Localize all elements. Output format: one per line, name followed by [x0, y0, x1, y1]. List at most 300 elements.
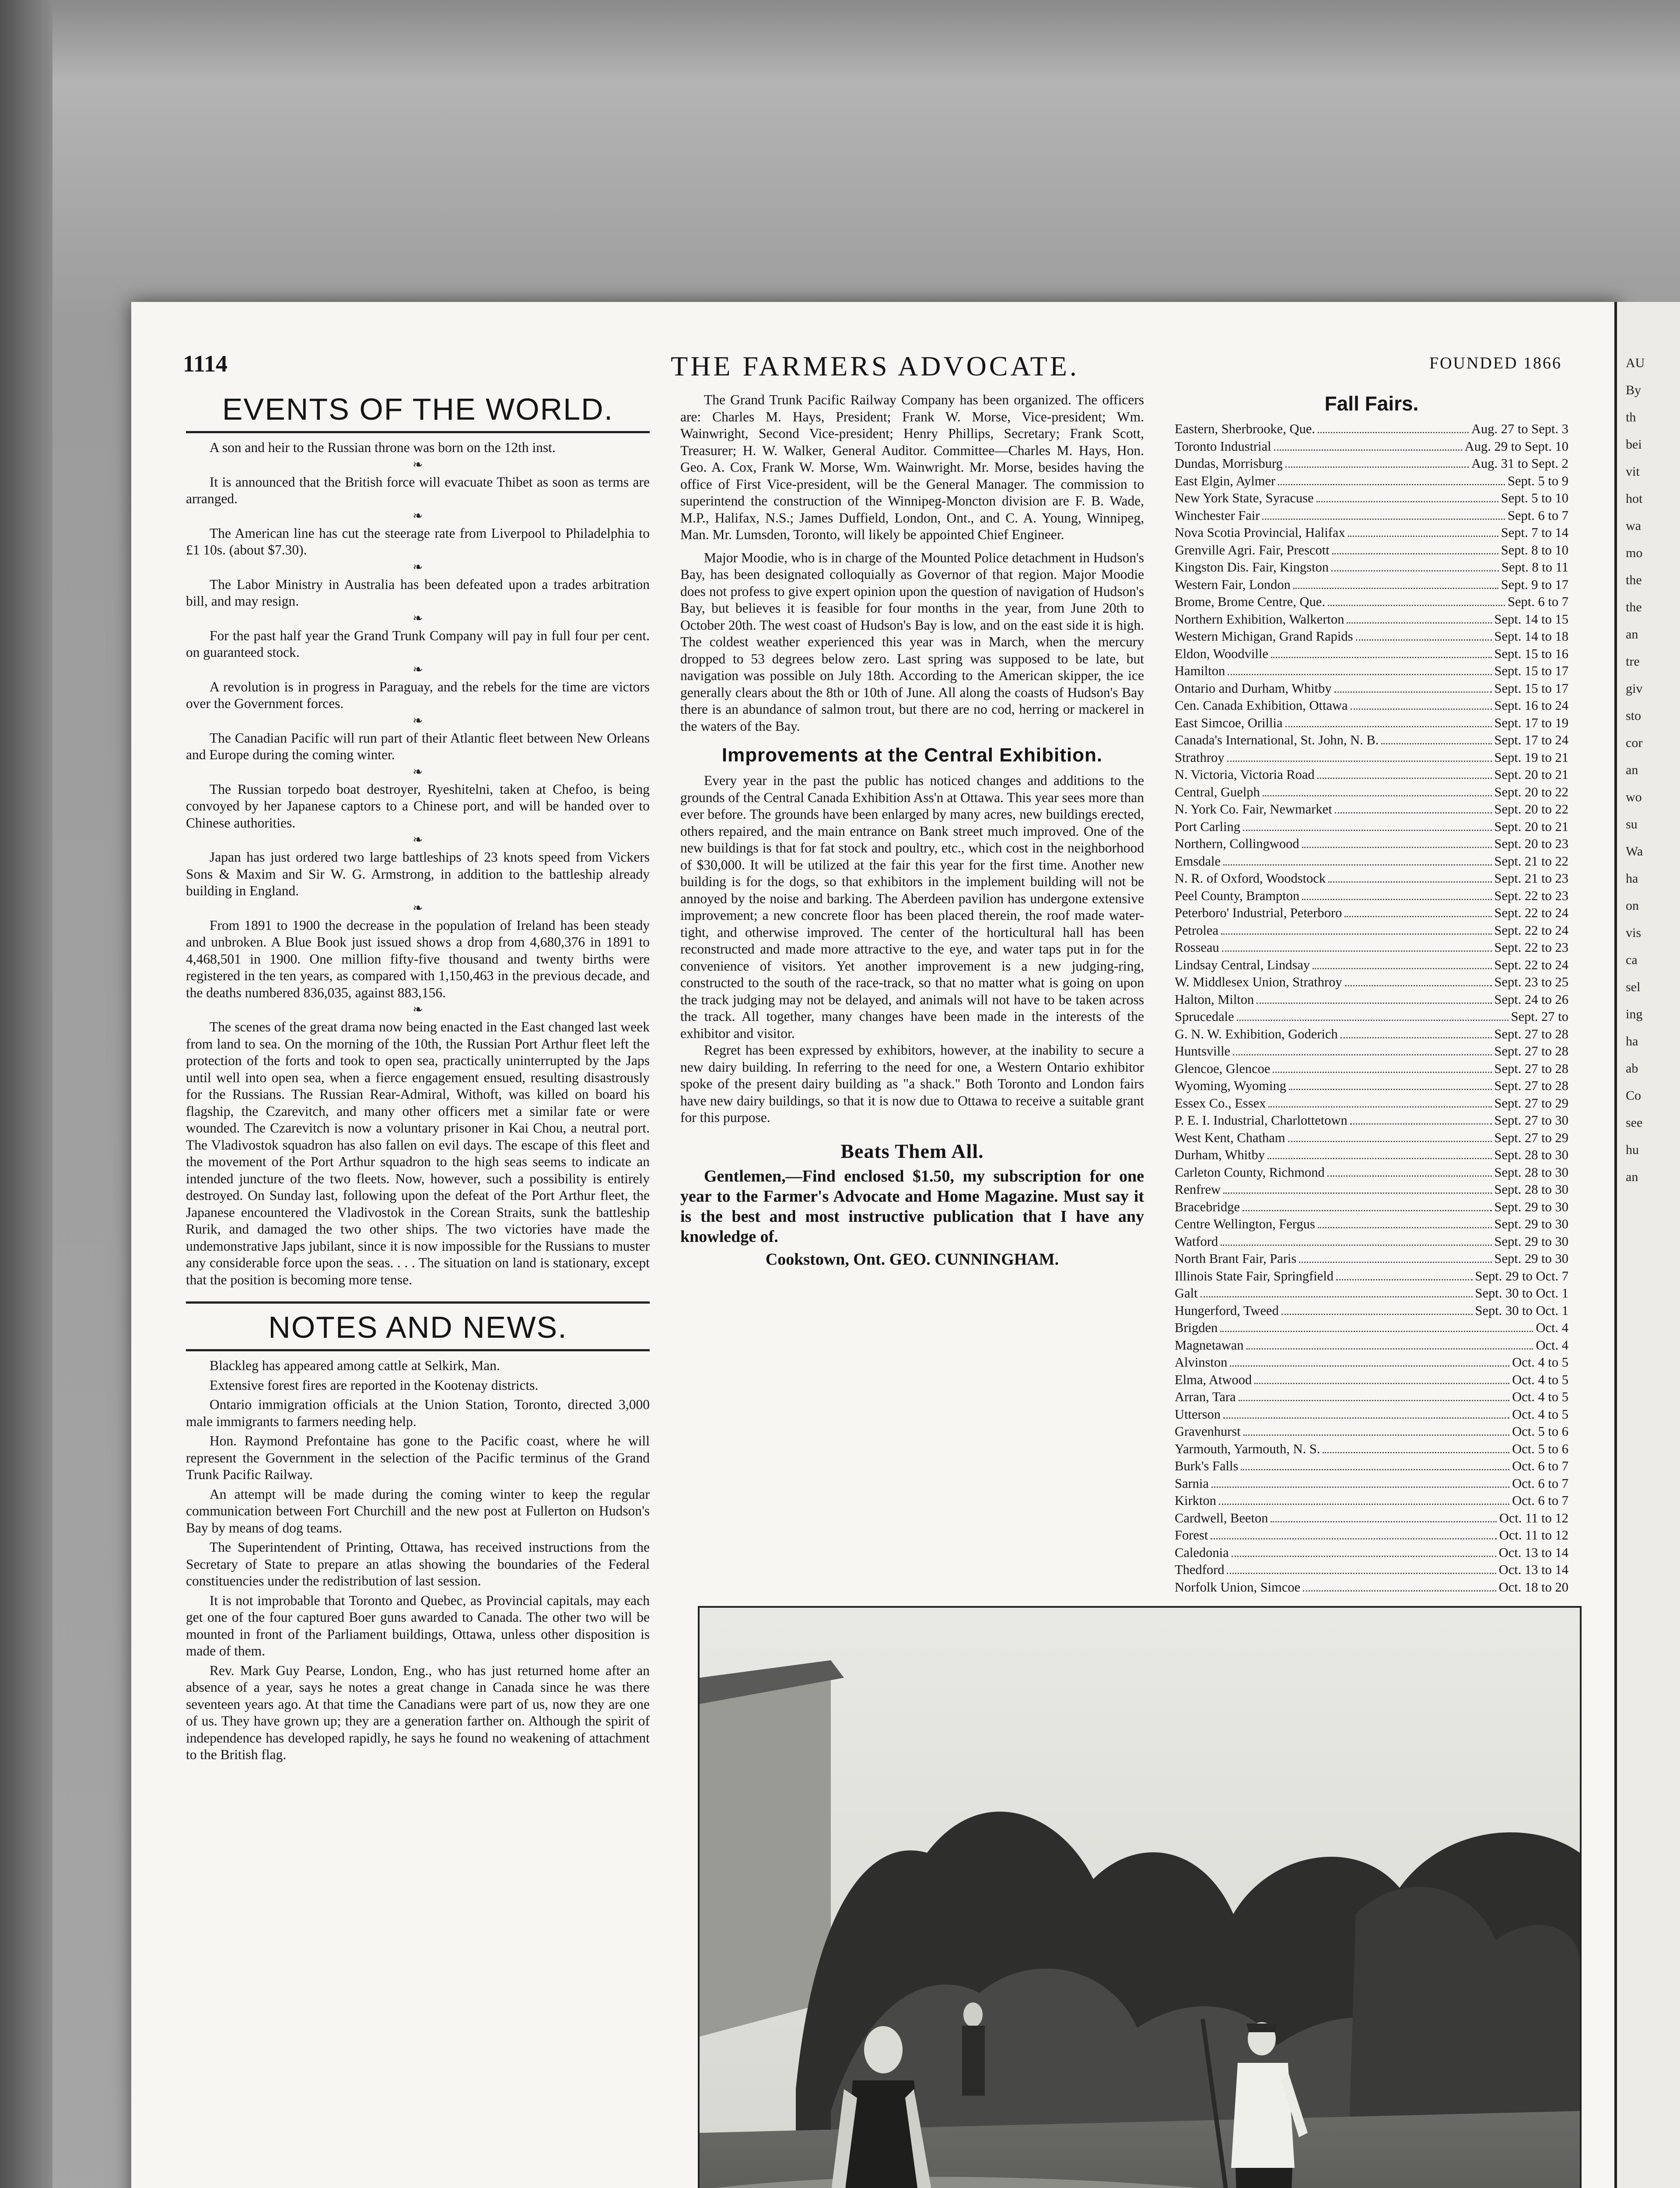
next-page-fragment: Wa	[1626, 844, 1643, 859]
fair-date: Sept. 29 to Oct. 7	[1475, 1268, 1568, 1283]
leader-dots	[1227, 761, 1492, 762]
fair-row	[1175, 1544, 1568, 1562]
notes-paragraph: Blackleg has appeared among cattle at Selkirk, Man.	[210, 1358, 500, 1373]
leader-dots	[1223, 864, 1492, 866]
next-page-fragment: the	[1626, 573, 1642, 587]
events-paragraph: The Canadian Pacific will run part of their Atlantic fleet between New Orleans and Europe during the coming winter.	[186, 730, 650, 762]
fairs-list	[1175, 421, 1568, 1596]
leader-dots	[1271, 657, 1492, 658]
garden-photo-image	[700, 1608, 1580, 2188]
next-page-fragment: th	[1626, 410, 1636, 424]
fair-row	[1175, 1129, 1568, 1147]
next-page-fragment: wa	[1626, 519, 1641, 533]
fair-date: Sept. 20 to 22	[1494, 784, 1568, 799]
fair-name: Eldon, Woodville	[1175, 646, 1268, 661]
notes-list	[186, 1357, 650, 1764]
fair-row	[1175, 680, 1568, 698]
leader-dots	[1303, 1590, 1496, 1592]
fair-row	[1175, 438, 1568, 456]
leader-dots	[1288, 1141, 1492, 1142]
fair-name: Grenville Agri. Fair, Prescott	[1175, 542, 1330, 558]
leader-dots	[1230, 1365, 1509, 1367]
leader-dots	[1356, 639, 1492, 641]
fair-name: Western Michigan, Grand Rapids	[1175, 629, 1353, 644]
fair-date: Sept. 6 to 7	[1508, 594, 1568, 609]
fair-row	[1175, 1406, 1568, 1424]
events-paragraph: The Labor Ministry in Australia has been defeated upon a trades arbitration bill, and may resign.	[186, 576, 650, 609]
fair-row	[1175, 593, 1568, 611]
next-page-fragment: By	[1626, 383, 1642, 397]
fair-date: Sept. 27 to 30	[1494, 1113, 1568, 1128]
fair-name: Strathroy	[1175, 750, 1225, 765]
fair-row	[1175, 835, 1568, 853]
fair-name: Alvinston	[1175, 1355, 1228, 1370]
fairs-heading: Fall Fairs.	[1324, 392, 1419, 415]
fair-name: Cardwell, Beeton	[1175, 1510, 1268, 1525]
fair-row	[1175, 645, 1568, 663]
fair-row	[1175, 542, 1568, 559]
leader-dots	[1220, 1331, 1533, 1332]
fair-row	[1175, 1527, 1568, 1544]
fair-row	[1175, 507, 1568, 525]
fair-date: Oct. 6 to 7	[1512, 1476, 1568, 1491]
fair-name: East Simcoe, Orillia	[1175, 715, 1283, 730]
fair-date: Oct. 18 to 20	[1498, 1579, 1568, 1595]
fair-row	[1175, 1441, 1568, 1458]
next-page-fragment: Co	[1626, 1088, 1642, 1103]
events-paragraph: Japan has just ordered two large battleships of 23 knots speed from Vickers Sons & Maxim and Sir W. G. Armstrong, in addition to the battleship already building in England.	[186, 849, 650, 898]
fair-date: Sept. 30 to Oct. 1	[1475, 1303, 1568, 1318]
next-page-fragment: su	[1626, 817, 1638, 831]
fair-row	[1175, 818, 1568, 836]
fair-row	[1175, 559, 1568, 576]
next-page-fragment: vit	[1626, 464, 1640, 479]
leader-dots	[1316, 501, 1498, 502]
fair-date: Sept. 29 to 30	[1494, 1199, 1568, 1214]
fair-name: Centre Wellington, Fergus	[1175, 1217, 1315, 1231]
fair-name: Dundas, Morrisburg	[1175, 456, 1283, 471]
fair-date: Sept. 22 to 23	[1494, 888, 1568, 903]
next-page-fragment: wo	[1626, 790, 1642, 804]
fair-date: Sept. 22 to 24	[1494, 922, 1568, 938]
fair-name: East Elgin, Aylmer	[1175, 473, 1276, 488]
leader-dots	[1268, 1106, 1491, 1108]
events-paragraph: From 1891 to 1900 the decrease in the population of Ireland has been steady and unbroken. A Blue Book just issued shows a drop from 4,680,376 in 1891 to 4,468,501 in 1900. One million fifty-five thousand and twenty births were registered in the ten years, as compared with 1,150,463 in the previous decade, and the deaths numbered 836,035, against 883,156.	[186, 917, 650, 1000]
fair-name: Sprucedale	[1175, 1009, 1234, 1024]
fair-name: Halton, Milton	[1175, 992, 1254, 1007]
leader-dots	[1293, 588, 1498, 589]
next-page-fragment: mo	[1626, 546, 1643, 560]
leader-dots	[1243, 1434, 1509, 1436]
fair-date: Sept. 15 to 17	[1494, 663, 1568, 678]
leader-dots	[1222, 950, 1492, 952]
fair-name: Winchester Fair	[1175, 508, 1260, 523]
fair-name: Lindsay Central, Lindsay	[1175, 957, 1310, 972]
fair-row	[1175, 663, 1568, 680]
leader-dots	[1232, 1556, 1496, 1557]
fair-name: Wyoming, Wyoming	[1175, 1078, 1287, 1093]
fair-name: Eastern, Sherbrooke, Que.	[1175, 421, 1315, 436]
fair-name: Petrolea	[1175, 922, 1218, 938]
fair-row	[1175, 1077, 1568, 1095]
fair-date: Oct. 5 to 6	[1512, 1441, 1568, 1456]
fair-row	[1175, 957, 1568, 974]
leader-dots	[1347, 622, 1491, 624]
separator-ornament: ❧	[413, 509, 423, 523]
fair-name: New York State, Syracuse	[1175, 491, 1314, 505]
notes-paragraph: Rev. Mark Guy Pearse, London, Eng., who has just returned home after an absence of a year, says he notes a great change in Canada since he was there seventeen years ago. At that time the Canadians were part of us, now they are one of us. They have grown up; they are a generation farther on. Although the spirit of independence has developed rapidly, he says he found no weakening of attachment to the British flag.	[186, 1662, 650, 1762]
fair-name: Ontario and Durham, Whitby	[1175, 680, 1332, 696]
fair-name: Port Carling	[1175, 819, 1240, 834]
fair-name: North Brant Fair, Paris	[1175, 1251, 1297, 1266]
notes-paragraph: Extensive forest fires are reported in the Kootenay districts.	[210, 1377, 539, 1393]
leader-dots	[1270, 1521, 1496, 1522]
leader-dots	[1285, 726, 1492, 727]
fair-date: Sept. 7 to 14	[1501, 525, 1568, 540]
fair-name: Galt	[1175, 1286, 1198, 1301]
fair-name: Forest	[1175, 1528, 1208, 1543]
fair-row	[1175, 974, 1568, 991]
fair-row	[1175, 1389, 1568, 1406]
next-page-fragment: AU	[1626, 356, 1645, 370]
leader-dots	[1223, 1417, 1509, 1419]
fair-name: Norfolk Union, Simcoe	[1175, 1579, 1301, 1595]
fair-name: Emsdale	[1175, 853, 1221, 869]
fair-date: Sept. 17 to 24	[1494, 733, 1568, 747]
leader-dots	[1312, 968, 1491, 969]
fair-name: Glencoe, Glencoe	[1175, 1061, 1270, 1076]
fair-name: Brome, Brome Centre, Que.	[1175, 594, 1325, 609]
fair-name: Northern Exhibition, Walkerton	[1175, 611, 1344, 627]
leader-dots	[1221, 933, 1492, 935]
fair-date: Sept. 6 to 7	[1508, 508, 1568, 523]
leader-dots	[1351, 708, 1492, 710]
fair-date: Sept. 27 to 28	[1494, 1078, 1568, 1093]
fair-row	[1175, 1250, 1568, 1268]
fair-name: Cen. Canada Exhibition, Ottawa	[1175, 698, 1348, 713]
events-paragraph: It is announced that the British force will evacuate Thibet as soon as terms are arranged.	[186, 474, 650, 506]
leader-dots	[1285, 466, 1469, 468]
next-page-fragment: tre	[1626, 654, 1640, 669]
fair-date: Sept. 27 to 28	[1494, 1061, 1568, 1076]
separator-ornament: ❧	[413, 458, 423, 472]
fair-name: Arran, Tara	[1175, 1389, 1236, 1404]
leader-dots	[1278, 484, 1505, 485]
fair-date: Sept. 5 to 9	[1508, 473, 1568, 488]
fair-row	[1175, 732, 1568, 749]
fair-name: Caledonia	[1175, 1545, 1229, 1560]
fair-date: Sept. 29 to 30	[1494, 1217, 1568, 1231]
leader-dots	[1302, 899, 1491, 900]
fair-row	[1175, 991, 1568, 1009]
garden-photo-block	[698, 1606, 1582, 2188]
leader-dots	[1289, 1089, 1492, 1090]
fair-row	[1175, 1095, 1568, 1112]
leader-dots	[1221, 1245, 1491, 1246]
fair-row	[1175, 1060, 1568, 1078]
fair-row	[1175, 524, 1568, 542]
fair-date: Sept. 27 to 28	[1494, 1026, 1568, 1041]
fair-name: Elma, Atwood	[1175, 1372, 1252, 1387]
next-page-fragment: an	[1626, 763, 1638, 777]
leader-dots	[1219, 1504, 1509, 1505]
beats-letter: Gentlemen,—Find enclosed $1.50, my subscription for one year to the Farmer's Advocate and Home Magazine. Must say it is the best and most instructive publication that I have any knowledge of.	[680, 1167, 1144, 1246]
leader-dots	[1328, 881, 1491, 883]
fair-row	[1175, 1458, 1568, 1475]
leader-dots	[1344, 916, 1491, 917]
fair-name: Hungerford, Tweed	[1175, 1303, 1279, 1318]
fair-name: Durham, Whitby	[1175, 1147, 1265, 1162]
fair-date: Sept. 27 to	[1511, 1009, 1568, 1024]
beats-heading: Beats Them All.	[840, 1140, 984, 1162]
fair-date: Sept. 20 to 22	[1494, 802, 1568, 817]
next-page-fragment: ha	[1626, 1034, 1638, 1048]
fair-row	[1175, 887, 1568, 905]
events-heading: EVENTS OF THE WORLD.	[186, 392, 650, 433]
fair-date: Sept. 27 to 28	[1494, 1044, 1568, 1059]
fair-row	[1175, 490, 1568, 507]
fair-row	[1175, 1423, 1568, 1441]
fair-date: Oct. 4 to 5	[1512, 1406, 1568, 1422]
newspaper-page	[131, 302, 1619, 2188]
beats-signature: Cookstown, Ont. GEO. CUNNINGHAM.	[765, 1250, 1059, 1269]
leader-dots	[1241, 1469, 1509, 1470]
fair-date: Sept. 21 to 22	[1494, 853, 1568, 869]
fair-row	[1175, 939, 1568, 957]
middle-column	[680, 392, 1144, 1269]
leader-dots	[1318, 432, 1469, 433]
fair-date: Sept. 14 to 15	[1494, 611, 1568, 627]
fair-row	[1175, 870, 1568, 887]
fair-date: Sept. 16 to 24	[1494, 698, 1568, 713]
fair-row	[1175, 1354, 1568, 1371]
fair-row	[1175, 455, 1568, 473]
fair-row	[1175, 1268, 1568, 1285]
fair-date: Oct. 13 to 14	[1498, 1562, 1568, 1577]
left-column	[186, 392, 650, 1764]
separator-ornament: ❧	[413, 714, 423, 728]
fair-row	[1175, 611, 1568, 628]
next-page-fragment: an	[1626, 1170, 1638, 1184]
leader-dots	[1281, 1314, 1473, 1315]
fair-date: Sept. 28 to 30	[1494, 1182, 1568, 1197]
fair-row	[1175, 1319, 1568, 1337]
middle-paragraph: Major Moodie, who is in charge of the Mounted Police detachment in Hudson's Bay, has been designated colloquially as Governor of that region. Major Moodie does not profess to give expert opinion upon the question of navigation of Hudson's Bay, but believes it is feasible for four months in the year, from June 20th to October 20th. The west coast of Hudson's Bay is low, and on the east side it is high. The coldest weather experienced this year was in March, when the mercury dropped to 53 degrees below zero. Last spring was supposed to be late, but navigation was possible on July 18th. According to the American skipper, the ice generally clears about the 8th or 10th of June. All along the coasts of Hudson's Bay there is an abundance of salmon trout, but there are no cod, herring or mackerel in the waters of the Bay.	[680, 550, 1144, 734]
leader-dots	[1317, 778, 1492, 779]
fair-name: Kingston Dis. Fair, Kingston	[1175, 560, 1329, 575]
fair-row	[1175, 1302, 1568, 1320]
events-paragraph: A revolution is in progress in Paraguay, and the rebels for the time are victors over the Government forces.	[186, 679, 650, 711]
fair-date: Oct. 6 to 7	[1512, 1493, 1568, 1508]
fair-name: Burk's Falls	[1175, 1459, 1239, 1473]
leader-dots	[1340, 1037, 1492, 1038]
next-page-fragment: ab	[1626, 1061, 1638, 1076]
page-number: 1114	[183, 351, 228, 377]
fair-row	[1175, 1233, 1568, 1251]
fair-date: Sept. 22 to 24	[1494, 957, 1568, 972]
fair-date: Oct. 4 to 5	[1512, 1355, 1568, 1370]
garden-photo	[698, 1606, 1582, 2188]
fair-date: Sept. 28 to 30	[1494, 1164, 1568, 1180]
fair-date: Oct. 4 to 5	[1512, 1372, 1568, 1387]
next-page-fragment: hot	[1626, 491, 1643, 506]
fair-row	[1175, 1510, 1568, 1527]
fair-name: Yarmouth, Yarmouth, N. S.	[1175, 1441, 1320, 1456]
fair-date: Sept. 19 to 21	[1494, 750, 1568, 765]
leader-dots	[1327, 1175, 1492, 1177]
leader-dots	[1332, 553, 1498, 554]
leader-dots	[1331, 570, 1499, 572]
fair-date: Sept. 23 to 25	[1494, 975, 1568, 989]
improvements-list	[680, 772, 1144, 1126]
leader-dots	[1237, 1020, 1508, 1021]
fair-date: Sept. 24 to 26	[1494, 992, 1568, 1007]
notes-paragraph: An attempt will be made during the coming winter to keep the regular communication between Fort Churchill and the new post at Fullerton on Hudson's Bay by means of dog teams.	[186, 1486, 650, 1536]
leader-dots	[1262, 519, 1505, 520]
fair-row	[1175, 801, 1568, 818]
separator-ornament: ❧	[413, 1003, 423, 1017]
leader-dots	[1318, 1227, 1492, 1228]
fair-name: Central, Guelph	[1175, 784, 1260, 799]
improvements-heading: Improvements at the Central Exhibition.	[721, 744, 1103, 766]
leader-dots	[1335, 812, 1492, 813]
right-column	[1175, 392, 1568, 1596]
page-header	[131, 350, 1619, 381]
notes-heading: NOTES AND NEWS.	[186, 1301, 650, 1351]
leader-dots	[1200, 1296, 1473, 1297]
fair-name: West Kent, Chatham	[1175, 1130, 1285, 1145]
fair-row	[1175, 922, 1568, 940]
fair-name: Kirkton	[1175, 1493, 1216, 1508]
fair-name: Magnetawan	[1175, 1337, 1244, 1353]
fair-date: Oct. 13 to 14	[1498, 1545, 1568, 1560]
fair-name: P. E. I. Industrial, Charlottetown	[1175, 1113, 1348, 1128]
next-page-fragment: sel	[1626, 980, 1641, 994]
notes-paragraph: The Superintendent of Printing, Ottawa, has received instructions from the Secretary of State to prepare an atlas showing the boundaries of the Federal constituencies under the redistribution of last session.	[186, 1539, 650, 1588]
fair-row	[1175, 576, 1568, 594]
separator-ornament: ❧	[413, 833, 423, 847]
separator-ornament: ❧	[413, 611, 423, 625]
leader-dots	[1254, 1383, 1509, 1384]
leader-dots	[1274, 449, 1462, 451]
fair-name: Western Fair, London	[1175, 577, 1291, 592]
leader-dots	[1256, 1003, 1491, 1004]
fair-name: Northern, Collingwood	[1175, 836, 1299, 851]
fair-row	[1175, 1147, 1568, 1164]
fair-date: Sept. 21 to 23	[1494, 871, 1568, 886]
leader-dots	[1334, 691, 1492, 693]
fair-date: Sept. 27 to 29	[1494, 1130, 1568, 1145]
leader-dots	[1242, 1210, 1492, 1211]
leader-dots	[1246, 1348, 1533, 1350]
leader-dots	[1211, 1538, 1497, 1539]
fair-date: Aug. 27 to Sept. 3	[1471, 421, 1568, 436]
fair-row	[1175, 766, 1568, 784]
fair-row	[1175, 1579, 1568, 1596]
fair-name: Essex Co., Essex	[1175, 1095, 1266, 1111]
next-page-fragment: see	[1626, 1115, 1643, 1130]
leader-dots	[1323, 1452, 1509, 1453]
improvements-paragraph: Every year in the past the public has noticed changes and additions to the grounds of the Central Canada Exhibition Ass'n at Ottawa. This year sees more than ever before. The grounds have been enlarged by many acres, new buildings erected, others repaired, and the main entrance on Bank street much improved. One of the new buildings is that for fat stock and poultry, etc., which cost in the neighborhood of $30,000. It will be utilized at the fair this year for the first time. Another new building is for the dogs, so that exhibitors in the implement building will not be annoyed by the noise and barking. The Aberdeen pavilion has undergone extensive improvement; a new concrete floor has been placed therein, the roof made water-tight, and otherwise improved. The center of the horticultural hall has been reconstructed and made more attractive to the eye, and water taps put in for the convenience of visitors. Yet another improvement is a new judging-ring, constructed to the south of the race-track, so that no matter what is going on upon the track judging may not be delayed, and animals will not have to be taken across the track. All together, many changes have been made in the interests of the exhibitor and visitor.	[680, 773, 1144, 1041]
fair-name: Utterson	[1175, 1406, 1221, 1422]
leader-dots	[1345, 985, 1492, 986]
fair-name: N. R. of Oxford, Woodstock	[1175, 871, 1326, 886]
fair-row	[1175, 853, 1568, 870]
leader-dots	[1302, 847, 1492, 848]
notes-paragraph: It is not improbable that Toronto and Quebec, as Provincial capitals, may each get one of the four captured Boer guns awarded to Canada. The other two will be mounted in front of the Parliament buildings, Ottawa, unless other disposition is made of them.	[186, 1592, 650, 1659]
fair-row	[1175, 1371, 1568, 1389]
fair-name: Huntsville	[1175, 1044, 1231, 1059]
events-paragraph: The scenes of the great drama now being enacted in the East changed last week from land to sea. On the morning of the 10th, the Russian Port Arthur fleet left the protection of the forts and took to open sea, practically uninterrupted by the Japs until well into open sea, when a fierce engagement ensued, resulting disastrously for the Russians. The Russian Rear-Admiral, Withoft, was killed on board his flagship, the Czarevitch, and many other officers met a similar fate or were wounded. The Czarevitch is now a voluntary prisoner in Kai Chou, a neutral port. The Vladivostok squadron has also fallen on evil days. The escape of this fleet and the movement of the Port Arthur squadron to the high seas seems to indicate an intended juncture of the two fleets. Now, however, such a possibility is entirely destroyed. On Sunday last, following upon the defeat of the Port Arthur fleet, the Japanese encountered the Vladivostok in the Corean Straits, sunk the battleship Rurik, and damaged the two other ships. The two victories have made the undemonstrative Japs jubilant, since it is now impossible for the Russians to muster any considerable force upon the seas. . . . The situation on land is stationary, except that the position is becoming more tense.	[186, 1019, 650, 1287]
fair-date: Sept. 14 to 18	[1494, 629, 1568, 644]
fair-date: Sept. 8 to 10	[1501, 542, 1568, 558]
fair-date: Aug. 29 to Sept. 10	[1464, 438, 1568, 454]
fair-date: Oct. 11 to 12	[1499, 1528, 1568, 1543]
fair-row	[1175, 1043, 1568, 1060]
next-page-fragment: cor	[1626, 736, 1643, 750]
fair-row	[1175, 1181, 1568, 1199]
fair-row	[1175, 628, 1568, 645]
next-page-fragment: sto	[1626, 708, 1642, 723]
fair-name: Brigden	[1175, 1320, 1218, 1335]
leader-dots	[1350, 1123, 1492, 1125]
leader-dots	[1267, 1158, 1491, 1159]
fair-name: Carleton County, Richmond	[1175, 1164, 1325, 1180]
fair-row	[1175, 1026, 1568, 1043]
fair-row	[1175, 749, 1568, 767]
fair-date: Sept. 20 to 21	[1494, 767, 1568, 782]
leader-dots	[1328, 605, 1505, 606]
leader-dots	[1243, 830, 1492, 831]
next-page-edge	[1614, 302, 1680, 2188]
fair-row	[1175, 1337, 1568, 1354]
fair-date: Oct. 5 to 6	[1512, 1424, 1568, 1439]
fair-name: Rosseau	[1175, 940, 1219, 955]
fair-date: Oct. 11 to 12	[1499, 1510, 1568, 1525]
separator-ornament: ❧	[413, 663, 423, 677]
fair-name: Illinois State Fair, Springfield	[1175, 1268, 1334, 1283]
fair-date: Sept. 20 to 21	[1494, 819, 1568, 834]
fair-date: Sept. 27 to 29	[1494, 1095, 1568, 1111]
fair-date: Oct. 4	[1536, 1320, 1568, 1335]
fair-date: Sept. 8 to 11	[1501, 560, 1568, 575]
events-paragraph: The Russian torpedo boat destroyer, Ryeshitelni, taken at Chefoo, is being convoyed by her Japanese captors to a Chinese port, and will be handed over to Chinese authorities.	[186, 781, 650, 831]
fair-name: Toronto Industrial	[1175, 438, 1271, 454]
next-page-fragment: ca	[1626, 953, 1638, 967]
events-paragraph: The American line has cut the steerage rate from Liverpool to Philadelphia to £1 10s. (about $7.30).	[186, 525, 650, 558]
fair-date: Sept. 28 to 30	[1494, 1147, 1568, 1162]
fair-name: G. N. W. Exhibition, Goderich	[1175, 1026, 1338, 1041]
fair-row	[1175, 473, 1568, 490]
founded-note: FOUNDED 1866	[1429, 354, 1562, 372]
fair-row	[1175, 1112, 1568, 1129]
notes-paragraph: Ontario immigration officials at the Union Station, Toronto, directed 3,000 male immigrants to farmers needing help.	[186, 1397, 650, 1429]
fair-date: Sept. 5 to 10	[1501, 491, 1568, 505]
improvements-paragraph: Regret has been expressed by exhibitors, however, at the inability to secure a new dairy building. In referring to the need for one, a Western Ontario exhibitor spoke of the present dairy building as "a shack." Both Toronto and London fairs have new dairy buildings, so that it is now due to Ottawa to receive a suitable grant for this purpose.	[680, 1042, 1144, 1125]
fair-date: Sept. 29 to 30	[1494, 1251, 1568, 1266]
fair-name: N. Victoria, Victoria Road	[1175, 767, 1315, 782]
fair-row	[1175, 1561, 1568, 1579]
fair-name: Bracebridge	[1175, 1199, 1240, 1214]
next-page-fragment: vis	[1626, 926, 1642, 940]
fair-date: Sept. 15 to 17	[1494, 680, 1568, 696]
fair-date: Oct. 4	[1536, 1337, 1568, 1353]
fair-date: Sept. 22 to 23	[1494, 940, 1568, 955]
fair-date: Oct. 4 to 5	[1512, 1389, 1568, 1404]
separator-ornament: ❧	[413, 560, 423, 574]
leader-dots	[1239, 1400, 1510, 1401]
leader-dots	[1263, 795, 1492, 796]
